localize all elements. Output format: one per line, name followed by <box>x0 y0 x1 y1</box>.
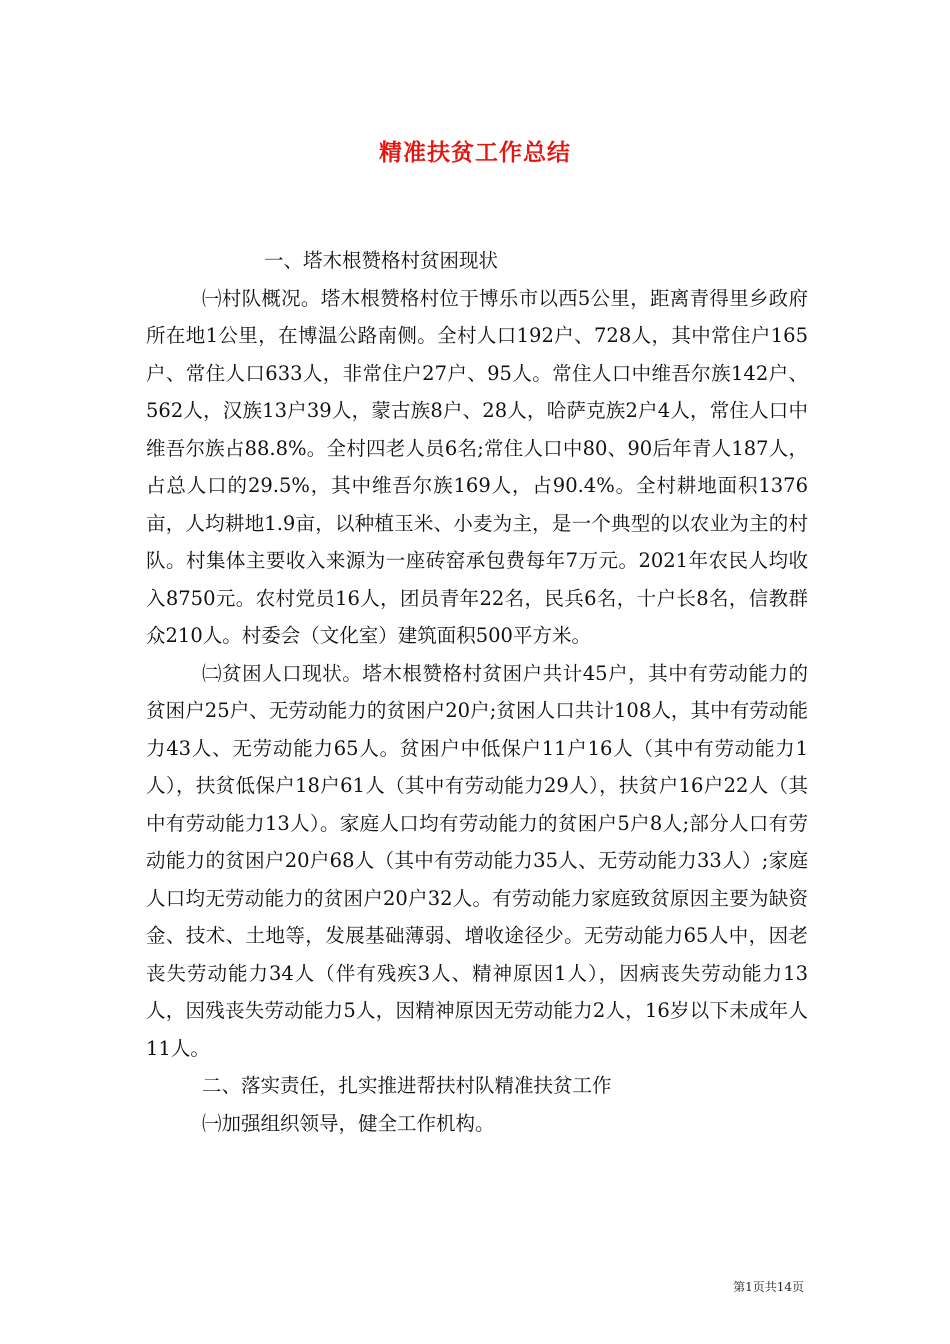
section-heading-1: 一、塔木根赞格村贫困现状 <box>264 249 499 272</box>
document-body <box>146 242 808 1142</box>
page-title: 精准扶贫工作总结 <box>379 139 571 166</box>
section-heading-2: 二、落实责任，扎实推进帮扶村队精准扶贫工作 <box>202 1074 612 1097</box>
page-number: 第1页共14页 <box>733 1280 804 1294</box>
paragraph-village-overview: ㈠村队概况。塔木根赞格村位于博乐市以西5公里，距离青得里乡政府所在地1公里，在博温公路南侧。全村人口192户、728人，其中常住户165户、常住人口633人，非常住户27户、95人。常住人口中维吾尔族142户、562人，汉族13户39人，蒙古族8户、28人，哈萨克族2户4人，常住人口中维吾尔族占88.8%。全村四老人员6名;常住人口中80、90后年青人187人，占总人口的29.5%，其中维吾尔族169人，占90.4%。全村耕地面积1376亩，人均耕地1.9亩，以种植玉米、小麦为主，是一个典型的以农业为主的村队。村集体主要收入来源为一座砖窑承包费每年7万元。2021年农民人均收入8750元。农村党员16人，团员青年22名，民兵6名，十户长8名，信教群众210人。村委会（文化室）建筑面积500平方米。 <box>146 286 808 647</box>
paragraph-organization: ㈠加强组织领导，健全工作机构。 <box>202 1111 495 1135</box>
paragraph-poverty-status: ㈡贫困人口现状。塔木根赞格村贫困户共计45户，其中有劳动能力的贫困户25户、无劳动能力的贫困户20户;贫困人口共计108人，其中有劳动能力43人、无劳动能力65人。贫困户中低保户11户16人（其中有劳动能力1人），扶贫低保户18户61人（其中有劳动能力29人），扶贫户16户22人（其中有劳动能力13人）。家庭人口均有劳动能力的贫困户5户8人;部分人口有劳动能力的贫困户20户68人（其中有劳动能力35人、无劳动能力33人）;家庭人口均无劳动能力的贫困户20户32人。有劳动能力家庭致贫原因主要为缺资金、技术、土地等，发展基础薄弱、增收途径少。无劳动能力65人中，因老丧失劳动能力34人（伴有残疾3人、精神原因1人），因病丧失劳动能力13人，因残丧失劳动能力5人，因精神原因无劳动能力2人，16岁以下未成年人11人。 <box>146 661 808 1060</box>
